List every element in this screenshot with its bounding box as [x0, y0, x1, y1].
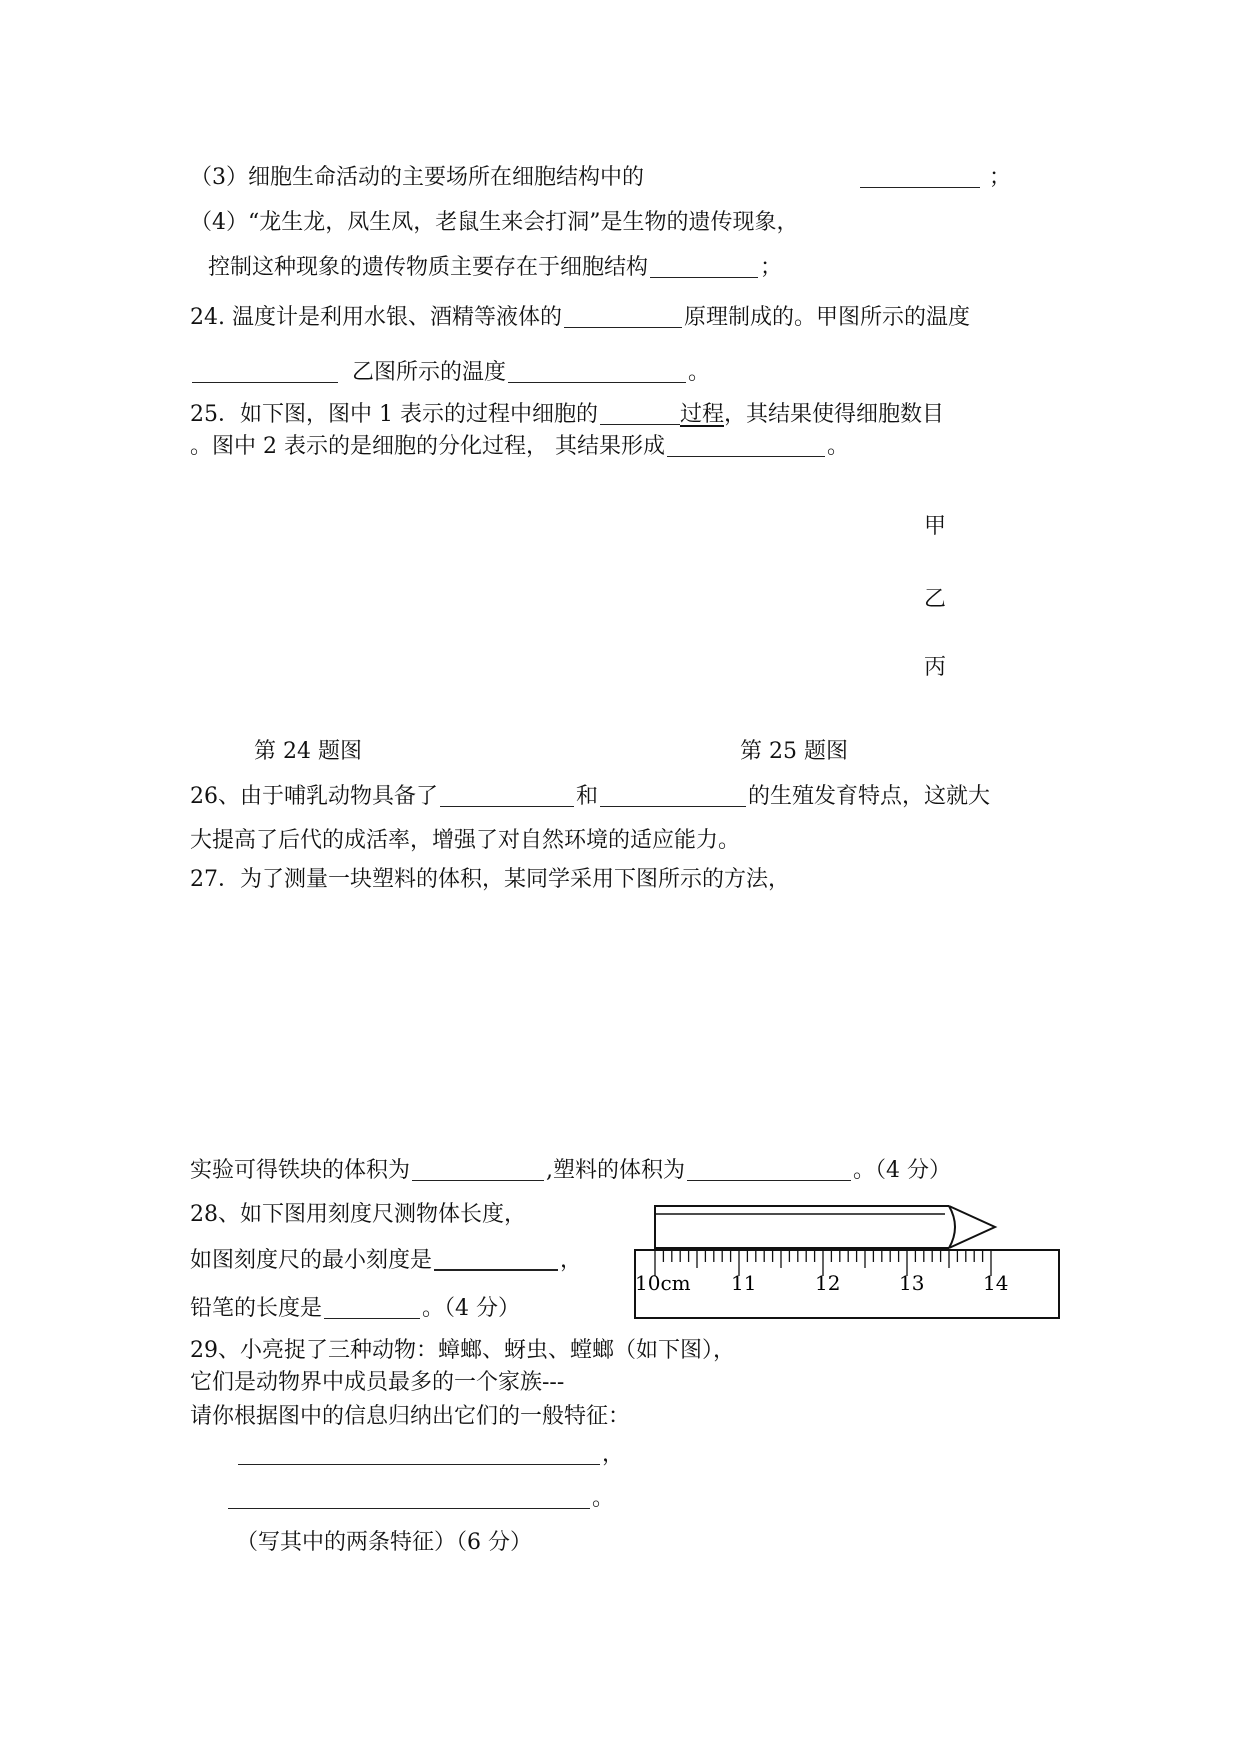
q29-line-4: ，	[236, 1440, 624, 1470]
q27-line-1: 27．为了测量一块塑料的体积，某同学采用下图所示的方法，	[190, 867, 790, 892]
answer-blank[interactable]	[687, 1158, 851, 1181]
ruler-pencil-figure	[630, 1198, 1070, 1328]
ruler-label: 10cm	[635, 1271, 691, 1295]
caption-fig25: 第 25 题图	[740, 739, 848, 764]
answer-blank[interactable]	[324, 1296, 420, 1319]
figure-label-bing: 丙	[924, 655, 947, 680]
answer-blank[interactable]	[600, 784, 746, 807]
answer-blank[interactable]	[238, 1442, 600, 1465]
answer-blank[interactable]	[228, 1486, 590, 1509]
answer-blank[interactable]	[192, 360, 338, 383]
ruler-label: 12	[815, 1271, 841, 1295]
q25-line-1: 25．如下图，图中 1 表示的过程中细胞的 过程，其结果使得细胞数目	[190, 402, 945, 427]
answer-blank[interactable]	[564, 305, 682, 328]
q25-line-2: 。图中 2 表示的是细胞的分化过程， 其结果形成 。	[190, 434, 849, 459]
answer-blank[interactable]	[440, 784, 574, 807]
ruler-label: 11	[731, 1271, 757, 1295]
answer-blank[interactable]	[600, 402, 680, 425]
q26-line-2: 大提高了后代的成活率，增强了对自然环境的适应能力。	[190, 828, 741, 853]
figure-label-yi: 乙	[924, 587, 947, 612]
answer-blank[interactable]	[667, 434, 825, 457]
q27-line-2: 实验可得铁块的体积为 ,塑料的体积为 。（4 分）	[190, 1158, 952, 1183]
figure-label-jia: 甲	[924, 514, 947, 539]
q29-line-2: 它们是动物界中成员最多的一个家族---	[190, 1370, 565, 1395]
caption-fig24: 第 24 题图	[254, 739, 362, 764]
q28-line-3: 铅笔的长度是 。（4 分）	[190, 1296, 521, 1321]
answer-blank[interactable]	[434, 1247, 558, 1271]
q23-line-3-answer: ；	[858, 163, 1011, 193]
q23-line-4: （4）“龙生龙，凤生凤，老鼠生来会打洞”是生物的遗传现象，	[190, 210, 799, 235]
q28-line-1: 28、如下图用刻度尺测物体长度，	[190, 1202, 526, 1227]
answer-blank[interactable]	[412, 1158, 544, 1181]
q24-line-1: 24. 温度计是利用水银、酒精等液体的 原理制成的。甲图所示的温度	[190, 305, 970, 330]
q29-line-3: 请你根据图中的信息归纳出它们的一般特征：	[190, 1404, 631, 1429]
q24-line-2: 乙图所示的温度 。	[190, 358, 710, 388]
answer-blank[interactable]	[508, 360, 686, 383]
answer-blank[interactable]	[860, 165, 980, 188]
q23-line-3: （3）细胞生命活动的主要场所在细胞结构中的	[190, 165, 644, 190]
ruler-labels	[635, 1271, 1008, 1295]
q26-line-1: 26、由于哺乳动物具备了 和 的生殖发育特点，这就大	[190, 784, 991, 809]
q29-line-1: 29、小亮捉了三种动物：蟑螂、蚜虫、螳螂（如下图），	[190, 1338, 735, 1363]
q29-line-6: （写其中的两条特征）（6 分）	[236, 1530, 532, 1555]
answer-blank[interactable]	[650, 255, 758, 278]
ruler-label: 14	[983, 1271, 1009, 1295]
ruler-label: 13	[899, 1271, 925, 1295]
pencil-icon	[655, 1206, 995, 1248]
q23-line-4b: 控制这种现象的遗传物质主要存在于细胞结构 ；	[208, 255, 783, 280]
q29-line-5: 。	[226, 1484, 614, 1514]
q28-line-2: 如图刻度尺的最小刻度是 ，	[190, 1248, 583, 1273]
